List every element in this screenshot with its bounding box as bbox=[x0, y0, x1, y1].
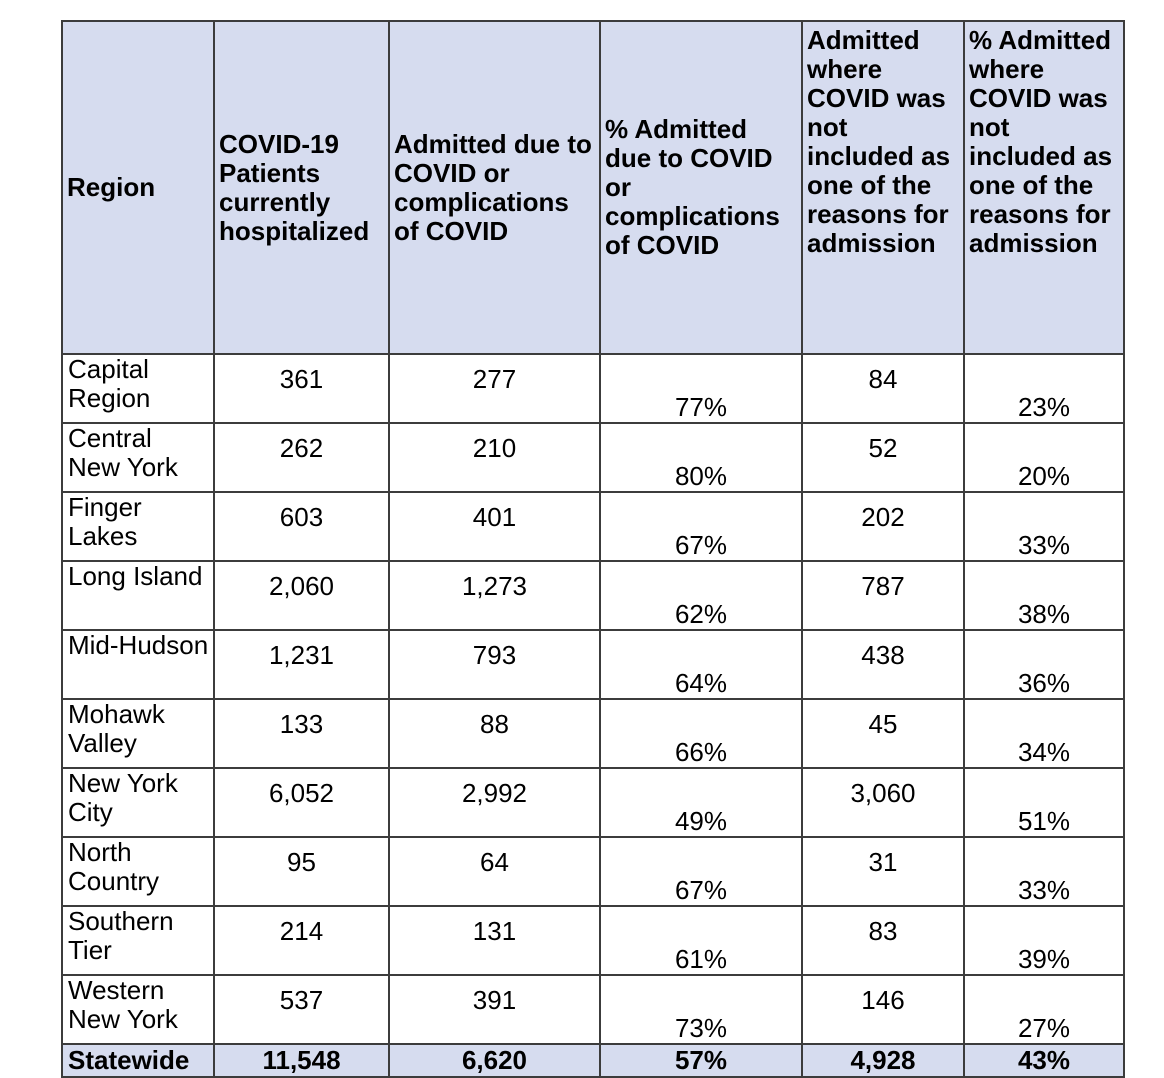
table-row bbox=[62, 561, 1124, 630]
cell-pct-admitted-not: 36% bbox=[964, 630, 1124, 699]
cell-pct-admitted-due: 49% bbox=[600, 768, 802, 837]
table-row bbox=[62, 354, 1124, 423]
table-row bbox=[62, 975, 1124, 1044]
header-pct-admitted-not: % Admitted where COVID was not included as one of the reasons for admission bbox=[964, 21, 1124, 354]
cell-pct-admitted-not: 33% bbox=[964, 837, 1124, 906]
cell-admitted-not: 202 bbox=[802, 492, 964, 561]
cell-region: Long Island bbox=[62, 561, 214, 630]
header-admitted-not: Admitted where COVID was not included as one of the reasons for admission bbox=[802, 21, 964, 354]
cell-pct-admitted-not: 20% bbox=[964, 423, 1124, 492]
cell-pct-admitted-not: 51% bbox=[964, 768, 1124, 837]
cell-pct-admitted-due: 67% bbox=[600, 837, 802, 906]
cell-region: Western New York bbox=[62, 975, 214, 1044]
cell-pct-admitted-due: 64% bbox=[600, 630, 802, 699]
cell-admitted-not: 84 bbox=[802, 354, 964, 423]
cell-admitted-not: 146 bbox=[802, 975, 964, 1044]
cell-pct-admitted-due: 80% bbox=[600, 423, 802, 492]
cell-admitted-due: 2,992 bbox=[389, 768, 600, 837]
cell-admitted-due: 64 bbox=[389, 837, 600, 906]
cell-pct-admitted-due: 73% bbox=[600, 975, 802, 1044]
cell-admitted-not: 438 bbox=[802, 630, 964, 699]
cell-pct-admitted-not: 23% bbox=[964, 354, 1124, 423]
cell-hospitalized: 262 bbox=[214, 423, 389, 492]
cell-pct-admitted-not: 34% bbox=[964, 699, 1124, 768]
cell-hospitalized: 537 bbox=[214, 975, 389, 1044]
cell-pct-admitted-due: 67% bbox=[600, 492, 802, 561]
total-cell-pct-admitted-due: 57% bbox=[600, 1044, 802, 1077]
cell-region: North Country bbox=[62, 837, 214, 906]
table-body bbox=[62, 354, 1124, 1077]
cell-admitted-not: 83 bbox=[802, 906, 964, 975]
table-row bbox=[62, 423, 1124, 492]
cell-pct-admitted-due: 77% bbox=[600, 354, 802, 423]
total-cell-region: Statewide bbox=[62, 1044, 214, 1077]
cell-admitted-due: 391 bbox=[389, 975, 600, 1044]
header-row bbox=[62, 21, 1124, 354]
table-header bbox=[62, 21, 1124, 354]
covid-hospitalization-table-container bbox=[61, 20, 1123, 1078]
cell-admitted-due: 401 bbox=[389, 492, 600, 561]
cell-admitted-due: 1,273 bbox=[389, 561, 600, 630]
cell-admitted-not: 3,060 bbox=[802, 768, 964, 837]
cell-hospitalized: 6,052 bbox=[214, 768, 389, 837]
cell-region: New York City bbox=[62, 768, 214, 837]
cell-pct-admitted-due: 61% bbox=[600, 906, 802, 975]
cell-admitted-not: 45 bbox=[802, 699, 964, 768]
total-cell-pct-admitted-not: 43% bbox=[964, 1044, 1124, 1077]
cell-admitted-due: 210 bbox=[389, 423, 600, 492]
table-row bbox=[62, 906, 1124, 975]
total-cell-hospitalized: 11,548 bbox=[214, 1044, 389, 1077]
covid-hospitalization-table bbox=[61, 20, 1125, 1078]
cell-hospitalized: 133 bbox=[214, 699, 389, 768]
cell-pct-admitted-not: 38% bbox=[964, 561, 1124, 630]
cell-region: Finger Lakes bbox=[62, 492, 214, 561]
header-region: Region bbox=[62, 21, 214, 354]
cell-hospitalized: 214 bbox=[214, 906, 389, 975]
total-cell-admitted-due: 6,620 bbox=[389, 1044, 600, 1077]
cell-hospitalized: 2,060 bbox=[214, 561, 389, 630]
total-cell-admitted-not: 4,928 bbox=[802, 1044, 964, 1077]
table-row bbox=[62, 768, 1124, 837]
header-admitted-due: Admitted due to COVID or complications of COVID bbox=[389, 21, 600, 354]
cell-hospitalized: 1,231 bbox=[214, 630, 389, 699]
table-row bbox=[62, 630, 1124, 699]
cell-admitted-due: 793 bbox=[389, 630, 600, 699]
cell-pct-admitted-not: 27% bbox=[964, 975, 1124, 1044]
cell-region: Mohawk Valley bbox=[62, 699, 214, 768]
cell-region: Mid-Hudson bbox=[62, 630, 214, 699]
header-pct-admitted-due: % Admitted due to COVID or complications of COVID bbox=[600, 21, 802, 354]
header-hospitalized: COVID-19 Patients currently hospitalized bbox=[214, 21, 389, 354]
cell-region: Southern Tier bbox=[62, 906, 214, 975]
cell-pct-admitted-due: 62% bbox=[600, 561, 802, 630]
cell-admitted-not: 52 bbox=[802, 423, 964, 492]
cell-pct-admitted-due: 66% bbox=[600, 699, 802, 768]
cell-hospitalized: 361 bbox=[214, 354, 389, 423]
cell-admitted-due: 131 bbox=[389, 906, 600, 975]
cell-hospitalized: 603 bbox=[214, 492, 389, 561]
cell-admitted-due: 277 bbox=[389, 354, 600, 423]
cell-pct-admitted-not: 33% bbox=[964, 492, 1124, 561]
cell-admitted-not: 787 bbox=[802, 561, 964, 630]
cell-admitted-due: 88 bbox=[389, 699, 600, 768]
table-row bbox=[62, 699, 1124, 768]
cell-region: Capital Region bbox=[62, 354, 214, 423]
table-row bbox=[62, 837, 1124, 906]
cell-pct-admitted-not: 39% bbox=[964, 906, 1124, 975]
cell-admitted-not: 31 bbox=[802, 837, 964, 906]
cell-hospitalized: 95 bbox=[214, 837, 389, 906]
statewide-total-row bbox=[62, 1044, 1124, 1077]
cell-region: Central New York bbox=[62, 423, 214, 492]
table-row bbox=[62, 492, 1124, 561]
